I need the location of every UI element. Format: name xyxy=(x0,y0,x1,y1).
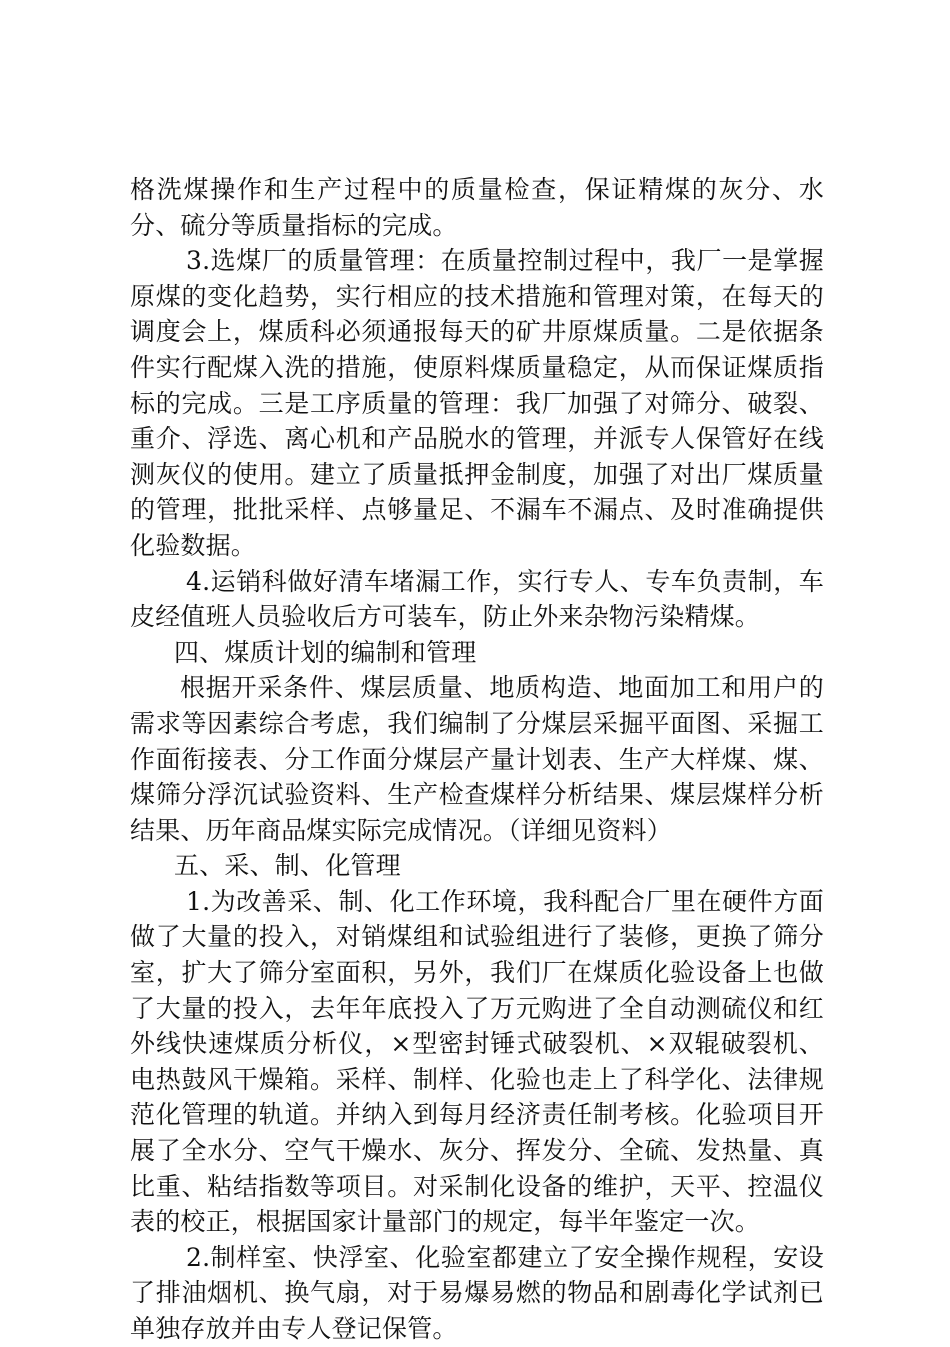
paragraph-item-3: 3.选煤厂的质量管理：在质量控制过程中，我厂一是掌握原煤的变化趋势，实行相应的技术措施和管理对策，在每天的调度会上，煤质科必须通报每天的矿井原煤质量。二是依据条件实行配煤入洗的措施，使原料煤质量稳定，从而保证煤质指标的完成。三是工序质量的管理：我厂加强了对筛分、破裂、重介、浮选、离心机和产品脱水的管理，并派专人保管好在线测灰仪的使用。建立了质量抵押金制度，加强了对出厂煤质量的管理，批批采样、点够量足、不漏车不漏点、及时准确提供化验数据。 xyxy=(130,246,824,560)
section-heading-4: 四、煤质计划的编制和管理 xyxy=(174,637,477,667)
paragraph-item-2: 2.制样室、快浮室、化验室都建立了安全操作规程，安设了排油烟机、换气扇，对于易爆易燃的物品和剧毒化学试剂已单独存放并由专人登记保管。 xyxy=(130,1242,824,1343)
paragraph-plan: 根据开采条件、煤层质量、地质构造、地面加工和用户的需求等因素综合考虑，我们编制了分煤层采掘平面图、采掘工作面衔接表、分工作面分煤层产量计划表、生产大样煤、煤、煤筛分浮沉试验资料、生产检查煤样分析结果、煤层煤样分析结果、历年商品煤实际完成情况。（详细见资料） xyxy=(130,673,824,845)
paragraph-continuation: 格洗煤操作和生产过程中的质量检查，保证精煤的灰分、水分、硫分等质量指标的完成。 xyxy=(130,175,824,240)
paragraph-item-1: 1.为改善采、制、化工作环境，我科配合厂里在硬件方面做了大量的投入，对销煤组和试验组进行了装修，更换了筛分室，扩大了筛分室面积，另外，我们厂在煤质化验设备上也做了大量的投入，去年年底投入了万元购进了全自动测硫仪和红外线快速煤质分析仪，×型密封锤式破裂机、×双辊破裂机、电热鼓风干燥箱。采样、制样、化验也走上了科学化、法律规范化管理的轨道。并纳入到每月经济责任制考核。化验项目开展了全水分、空气干燥水、灰分、挥发分、全硫、发热量、真比重、粘结指数等项目。对采制化设备的维护，天平、控温仪表的校正，根据国家计量部门的规定，每半年鉴定一次。 xyxy=(130,886,824,1237)
section-heading-5: 五、采、制、化管理 xyxy=(174,851,401,881)
paragraph-item-4: 4.运销科做好清车堵漏工作，实行专人、专车负责制，车皮经值班人员验收后方可装车，防止外来杂物污染精煤。 xyxy=(130,566,824,632)
document-body xyxy=(130,172,824,1347)
